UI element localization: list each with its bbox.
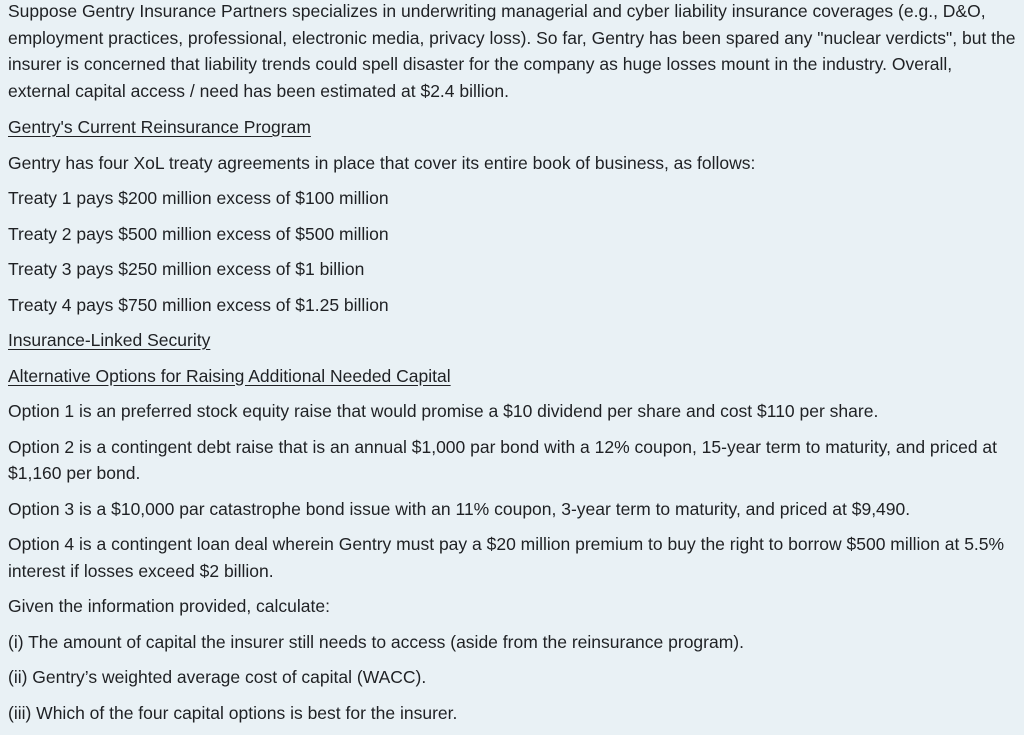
question-3: (iii) Which of the four capital options is best for the insurer. — [8, 702, 458, 723]
option-4: Option 4 is a contingent loan deal wherein Gentry must pay a $20 million premium to buy the right to borrow $500 million at 5.5% interest if losses exceed $2 billion. — [8, 534, 1005, 581]
treaty-3: Treaty 3 pays $250 million excess of $1 billion — [8, 259, 365, 279]
reinsurance-description: Gentry has four XoL treaty agreements in place that cover its entire book of business, as follows: — [8, 152, 756, 173]
option-1: Option 1 is an preferred stock equity raise that would promise a $10 dividend per share and cost $110 per share. — [8, 401, 879, 421]
questions-prompt: Given the information provided, calculate: — [8, 596, 330, 616]
question-1: (i) The amount of capital the insurer still needs to access (aside from the reinsurance program). — [8, 631, 744, 652]
treaty-4: Treaty 4 pays $750 million excess of $1.25 billion — [8, 294, 389, 315]
option-2: Option 2 is a contingent debt raise that is an annual $1,000 par bond with a 12% coupon, 15-year term to maturity, and priced at $1,160 per bond. — [8, 436, 998, 483]
question-2: (ii) Gentry’s weighted average cost of capital (WACC). — [8, 667, 427, 687]
treaty-2: Treaty 2 pays $500 million excess of $500 million — [8, 223, 389, 244]
treaty-1: Treaty 1 pays $200 million excess of $100 million — [8, 188, 389, 208]
intro-paragraph: Suppose Gentry Insurance Partners specializes in underwriting managerial and cyber liability insurance coverages (e.g., D&O, employment practices, professional, electronic media, privacy loss). So far, Gentry has been spared any "nuclear verdicts", but the insurer is concerned that liability trends could spell disaster for the company as huge losses mount in the industry. Overall, external capital access / need has been estimated at $2.4 billion. — [8, 1, 1016, 101]
option-3: Option 3 is a $10,000 par catastrophe bond issue with an 11% coupon, 3-year term to maturity, and priced at $9,490. — [8, 498, 911, 519]
ils-heading: Insurance-Linked Security — [8, 330, 211, 350]
alternatives-heading: Alternative Options for Raising Additional Needed Capital — [8, 365, 451, 386]
reinsurance-heading: Gentry's Current Reinsurance Program — [8, 117, 311, 137]
